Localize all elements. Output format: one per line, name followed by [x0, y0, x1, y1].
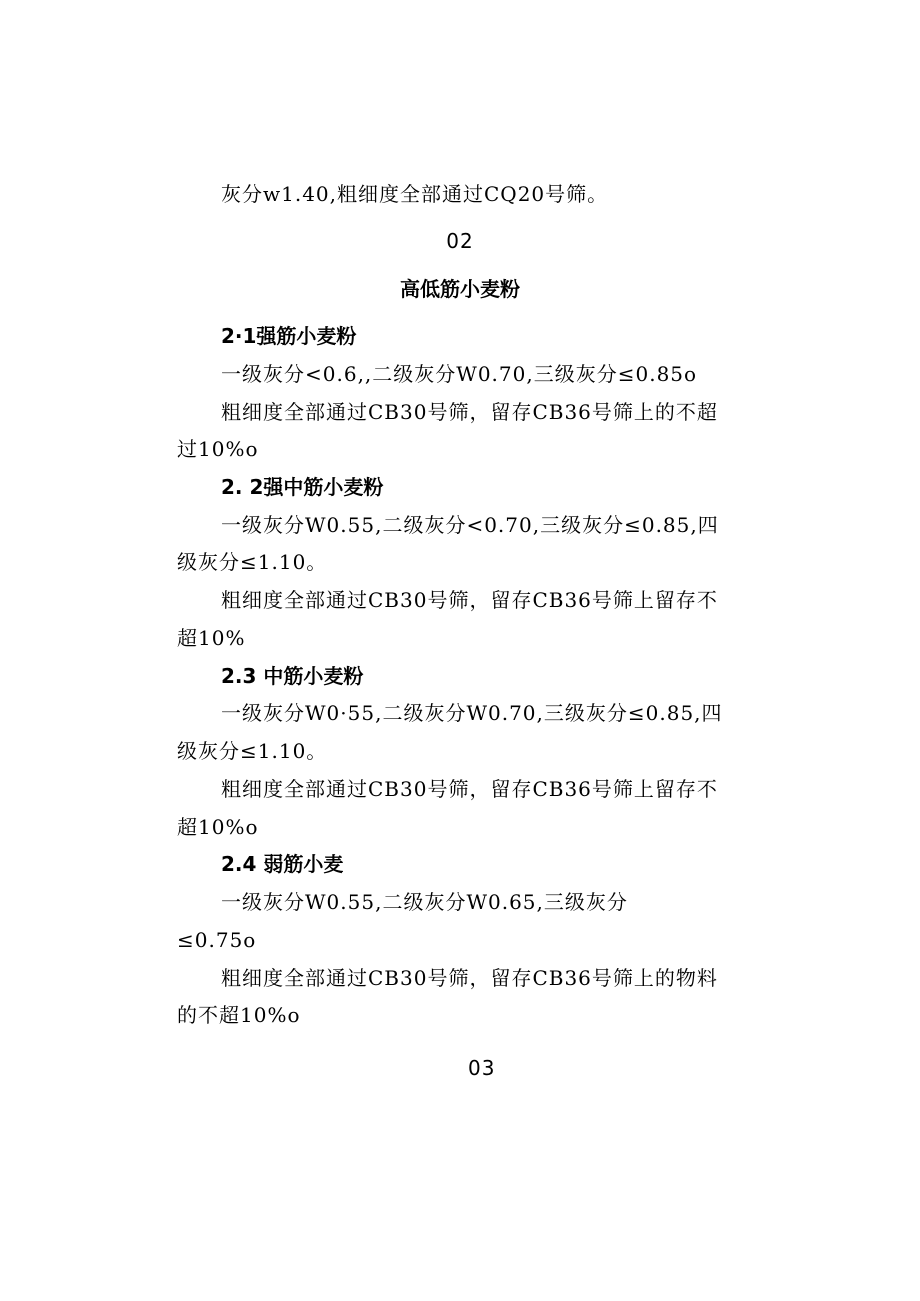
- paragraph-line: 粗细度全部通过CB30号筛，留存CB36号筛上的物料: [221, 966, 718, 990]
- paragraph-line: 一级灰分W0.55,二级灰分W0.65,三级灰分: [221, 890, 628, 914]
- paragraph-line: ≤0.75o: [177, 928, 257, 952]
- paragraph-line: 的不超10%o: [177, 1003, 301, 1027]
- paragraph-line: 超10%: [177, 626, 246, 650]
- paragraph-line: 一级灰分W0.55,二级灰分<0.70,三级灰分≤0.85,四: [221, 513, 719, 537]
- paragraph-line: 一级灰分W0·55,二级灰分W0.70,三级灰分≤0.85,四: [221, 701, 723, 725]
- section-title: 高低筋小麦粉: [400, 277, 520, 301]
- paragraph-line: 粗细度全部通过CB30号筛，留存CB36号筛上留存不: [221, 588, 718, 612]
- subsection-heading: 2.4 弱筋小麦: [221, 852, 344, 876]
- section-number: 03: [468, 1056, 496, 1080]
- paragraph-line: 过10%o: [177, 437, 259, 461]
- paragraph-line: 粗细度全部通过CB30号筛，留存CB36号筛上的不超: [221, 400, 718, 424]
- subsection-heading: 2.3 中筋小麦粉: [221, 664, 364, 688]
- paragraph-line: 超10%o: [177, 815, 259, 839]
- subsection-heading: 2·1强筋小麦粉: [221, 324, 357, 348]
- section-number: 02: [446, 229, 474, 253]
- paragraph-line: 粗细度全部通过CB30号筛，留存CB36号筛上留存不: [221, 777, 718, 801]
- paragraph-line: 灰分w1.40,粗细度全部通过CQ20号筛。: [221, 182, 609, 206]
- paragraph-line: 级灰分≤1.10。: [177, 739, 328, 763]
- paragraph-line: 一级灰分<0.6,,二级灰分W0.70,三级灰分≤0.85o: [221, 362, 698, 386]
- paragraph-line: 级灰分≤1.10。: [177, 550, 328, 574]
- subsection-heading: 2. 2强中筋小麦粉: [221, 475, 384, 499]
